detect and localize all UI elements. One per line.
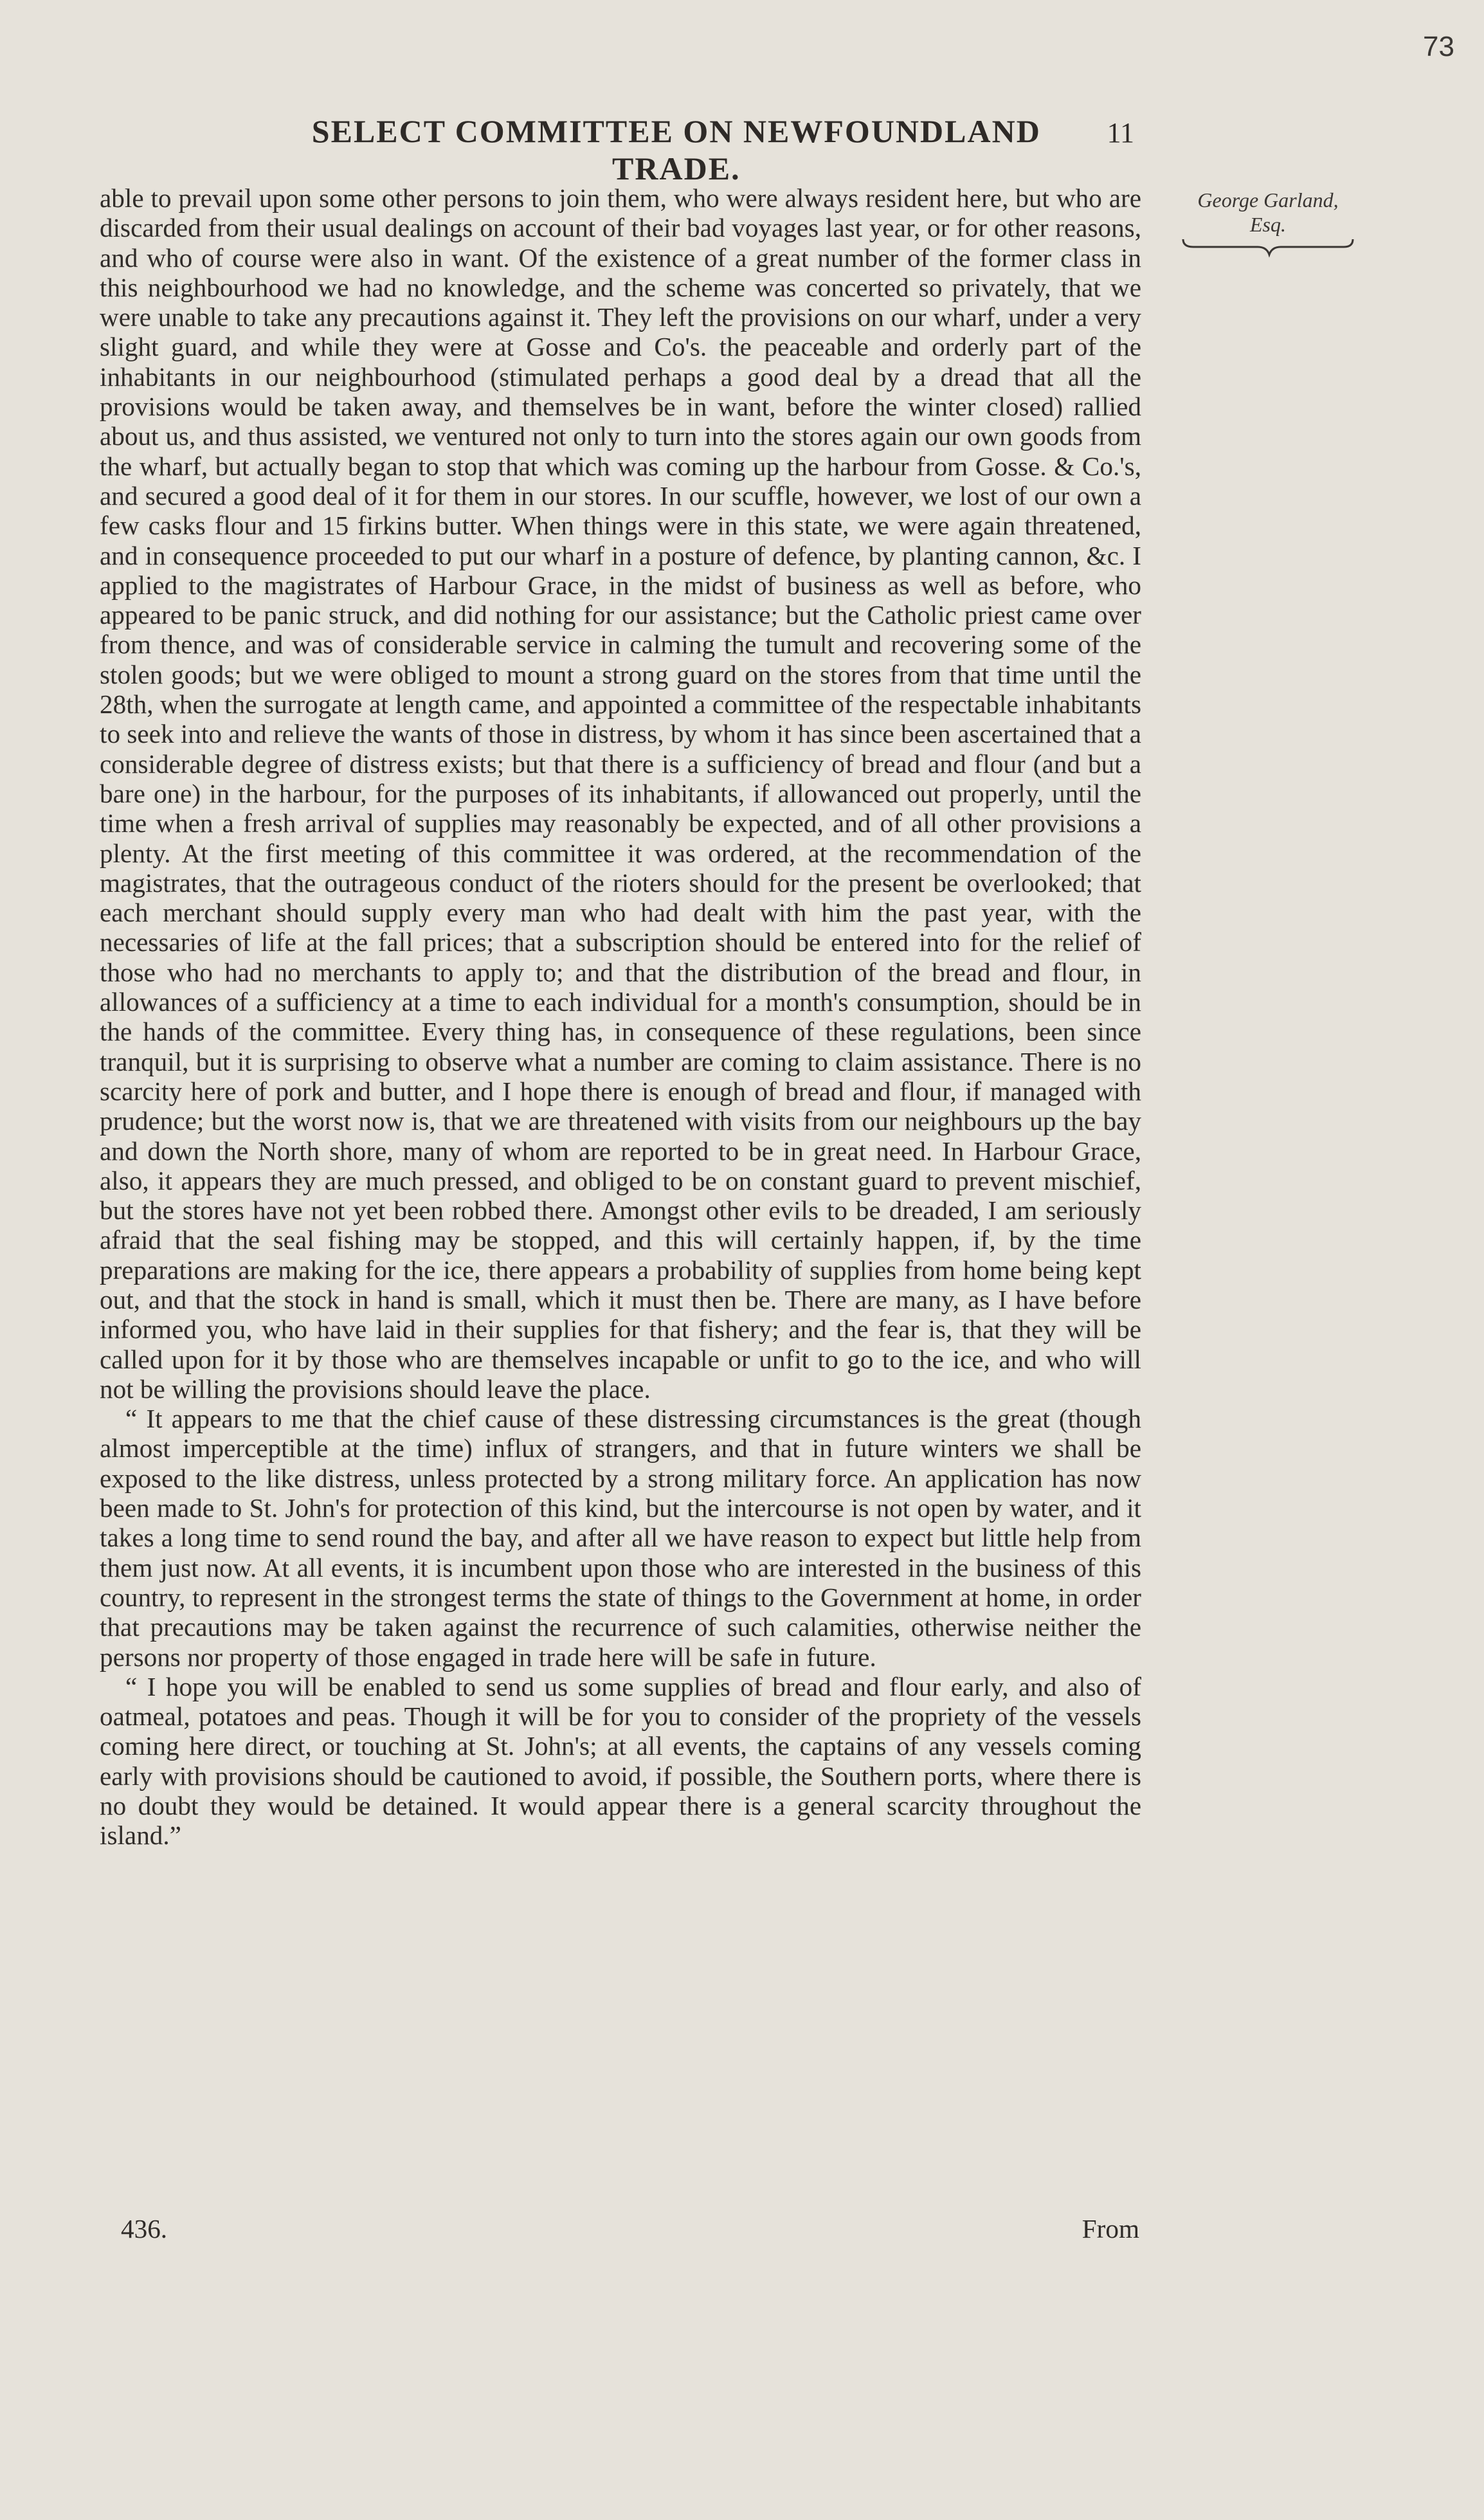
- margin-note: [1178, 188, 1358, 260]
- margin-note-name: George Garland,: [1197, 188, 1339, 212]
- signature-mark: 436.: [121, 2214, 168, 2244]
- running-head: [181, 113, 1146, 187]
- paragraph: able to prevail upon some other persons to join them, who were always resident here, but who are discarded from their usual dealings on account of their bad voyages last year, or for other reasons, and who of course were also in want. Of the existence of a great number of the former class in this neighbourhood we had no knowledge, and the scheme was concerted so privately, that we were unable to take any precautions against it. They left the provisions on our wharf, under a very slight guard, and while they were at Gosse and Co's. the peaceable and orderly part of the inhabitants in our neighbourhood (stimulated perhaps a good deal by a dread that all the provisions would be taken away, and themselves be in want, before the winter closed) rallied about us, and thus assisted, we ventured not only to turn into the stores again our own goods from the wharf, but actually began to stop that which was coming up the harbour from Gosse. & Co.'s, and secured a good deal of it for them in our stores. In our scuffle, however, we lost of our own a few casks flour and 15 firkins butter. When things were in this state, we were again threatened, and in consequence proceeded to put our wharf in a posture of defence, by planting cannon, &c. I applied to the magistrates of Harbour Grace, in the midst of business as well as before, who appeared to be panic struck, and did nothing for our assistance; but the Catholic priest came over from thence, and was of considerable service in calming the tumult and recovering some of the stolen goods; but we were obliged to mount a strong guard on the stores from that time until the 28th, when the surrogate at length came, and appointed a committee of the respectable inhabitants to seek into and relieve the wants of those in distress, by whom it has since been ascertained that a considerable degree of distress exists; but that there is a sufficiency of bread and flour (and but a bare one) in the harbour, for the purposes of its inhabitants, if allowanced out properly, until the time when a fresh arrival of supplies may reasonably be expected, and of all other provisions a plenty. At the first meeting of this committee it was ordered, at the recommendation of the magistrates, that the outrageous conduct of the rioters should for the present be overlooked; that each merchant should supply every man who had dealt with him the past year, with the necessaries of life at the fall prices; that a subscription should be entered into for the relief of those who had no merchants to apply to; and that the distribution of the bread and flour, in allowances of a sufficiency at a time to each individual for a month's consumption, should be in the hands of the committee. Every thing has, in consequence of these regulations, been since tranquil, but it is surprising to observe what a number are coming to claim assistance. There is no scarcity here of pork and butter, and I hope there is enough of bread and flour, if managed with prudence; but the worst now is, that we are threatened with visits from our neighbours up the bay and down the North shore, many of whom are reported to be in great need. In Harbour Grace, also, it appears they are much pressed, and obliged to be on constant guard to prevent mischief, but the stores have not yet been robbed there. Amongst other evils to be dreaded, I am seriously afraid that the seal fishing may be stopped, and this will certainly happen, if, by the time preparations are making for the ice, there appears a probability of supplies from home being kept out, and that the stock in hand is small, which it must then be. There are many, as I have before informed you, who have laid in their supplies for that fishery; and the fear is, that they will be called upon for it by those who are themselves incapable or unfit to go to the ice, and who will not be willing the provisions should leave the place.: [100, 183, 1141, 1404]
- catchword: From: [1081, 2214, 1139, 2244]
- page-footer: [121, 2213, 1139, 2244]
- margin-note-title: Esq.: [1250, 213, 1286, 236]
- running-head-folio: 11: [1107, 117, 1134, 149]
- page-number: 73: [1423, 31, 1454, 62]
- paragraph: “ I hope you will be enabled to send us some supplies of bread and flour early, and also of oatmeal, potatoes and peas. Though it will be for you to consider of the propriety of the vessels coming here direct, or touching at St. John's; at all events, the captains of any vessels coming early with provisions should be cautioned to avoid, if possible, the Southern ports, where there is no doubt they would be detained. It would appear there is a general scarcity throughout the island.”: [100, 1671, 1141, 1851]
- running-head-title: SELECT COMMITTEE ON NEWFOUNDLAND TRADE.: [311, 113, 1041, 186]
- brace-icon: [1178, 238, 1358, 260]
- paragraph: “ It appears to me that the chief cause of these distressing circumstances is the great (though almost imperceptible at the time) influx of strangers, and that in future winters we shall be exposed to the like distress, unless protected by a strong military force. An application has now been made to St. John's for protection of this kind, but the intercourse is not open by water, and it takes a long time to send round the bay, and after all we have reason to expect but little help from them just now. At all events, it is incumbent upon those who are interested in the business of this country, to represent in the strongest terms the state of things to the Government at home, in order that precautions may be taken against the recurrence of such calamities, otherwise neither the persons nor property of those engaged in trade here will be safe in future.: [100, 1404, 1141, 1672]
- body-text: [100, 183, 1141, 1851]
